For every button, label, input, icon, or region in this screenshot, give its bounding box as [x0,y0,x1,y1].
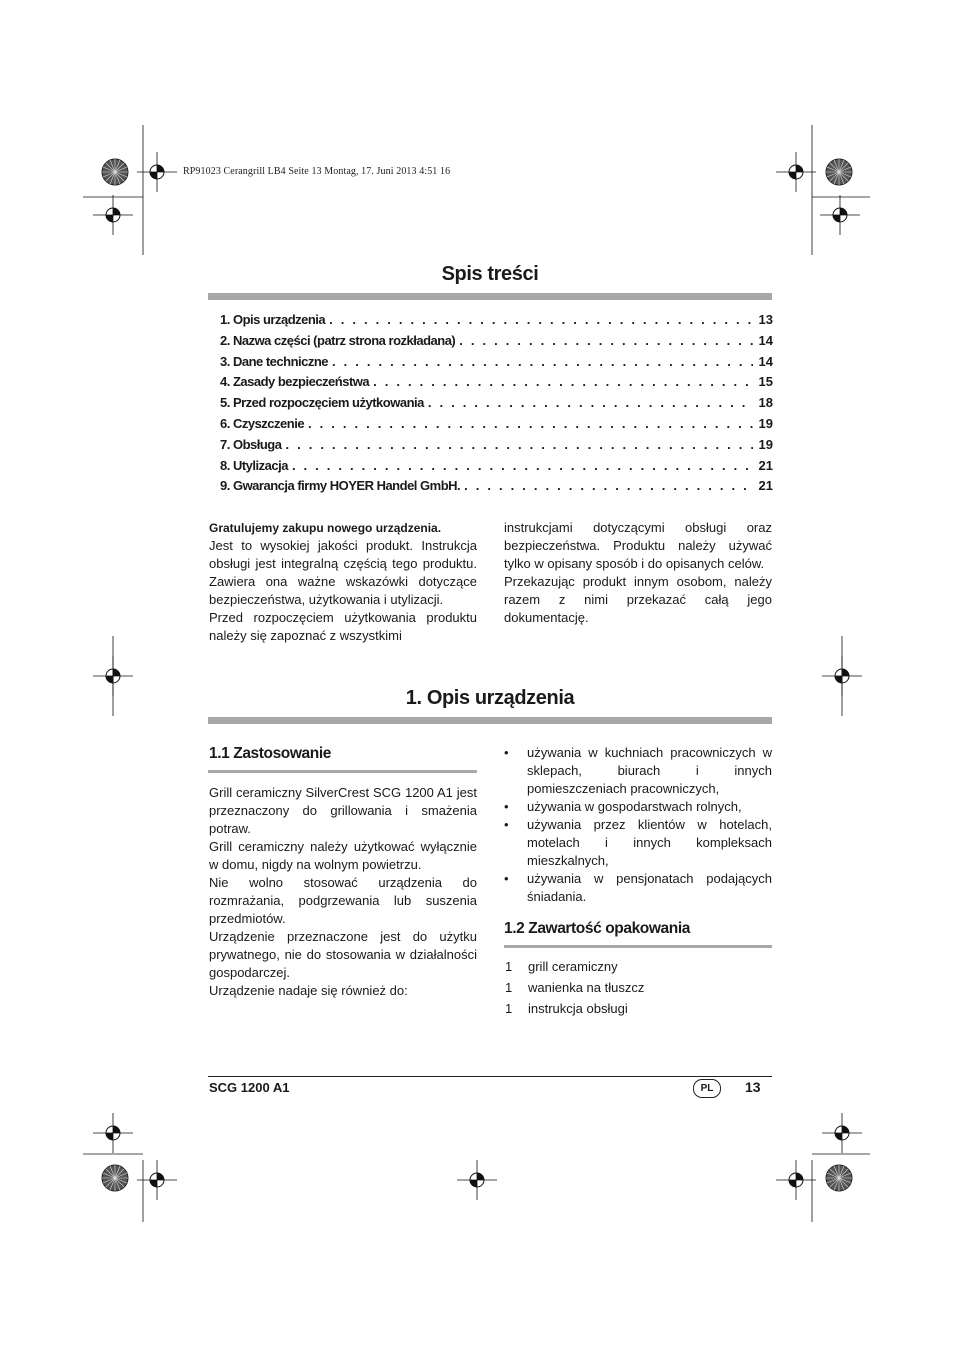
toc-item[interactable]: 7. Obsługa . . . 19 [220,437,773,458]
usage-paragraph: Urządzenie przeznaczone jest do użytku prywatnego, nie do stosowania w działalności gospodarczej. [209,929,477,980]
list-item: 1 grill ceramiczny [505,959,618,974]
toc-item[interactable]: 3. Dane techniczne . . . 14 [220,354,773,375]
section-title: 1. Opis urządzenia [405,687,575,709]
toc-page-number: 19 [758,415,773,431]
toc-page-number: 19 [758,436,773,452]
toc-item[interactable]: 2. Nazwa części (patrz strona rozkładana) . . . 14 [220,333,773,354]
toc-page-number: 18 [758,395,773,411]
usage-paragraph: Grill ceramiczny należy użytkować wyłącznie w domu, nigdy na wolnym powietrzu. [209,839,477,872]
usage-paragraph: Urządzenie nadaje się również do: [209,983,408,998]
toc-page-number: 21 [758,457,773,473]
toc-page-number: 15 [758,374,773,390]
toc-item[interactable]: 6. Czyszczenie . . . 19 [220,416,773,437]
list-item: 1 instrukcja obsługi [505,1001,628,1016]
intro-lead: Gratulujemy zakupu nowego urządzenia. [209,521,442,535]
usage-paragraph: Nie wolno stosować urządzenia do rozmrażania, podgrzewania lub suszenia przedmiotów. [209,875,477,926]
usage-paragraph: Grill ceramiczny SilverCrest SCG 1200 A1 jest przeznaczony do grillowania i smażenia potraw. [209,785,477,836]
toc-page-number: 14 [758,332,773,348]
list-item: • używania w pensjonatach podających śniadania. [504,870,772,906]
list-item: • używania w gospodarstwach rolnych, [504,798,772,816]
toc-item[interactable]: 8. Utylizacja . . . 21 [220,458,773,479]
list-item: • używania w kuchniach pracowniczych w sklepach, biurach i innych pomieszczeniach pracowniczych, [504,744,772,798]
subsection-title: 1.2 Zawartość opakowania [504,920,690,937]
toc-title: Spis treści [441,263,539,285]
intro-paragraph: Jest to wysokiej jakości produkt. Instrukcja obsługi jest integralną częścią tego produktu. Zawiera ona ważne wskazówki dotyczące bezpieczeństwa, użytkowania i utylizacji. [209,538,477,607]
toc-item[interactable]: 4. Zasady bezpieczeństwa . . . 15 [220,374,773,395]
toc-item[interactable]: 1. Opis urządzenia . . . 13 [220,312,773,333]
intro-paragraph: Przekazując produkt innym osobom, należy razem z nimi przekazać całą jego dokumentację. [504,574,772,625]
intro-paragraph: Przed rozpoczęciem użytkowania produktu należy się zapoznać z wszystkimi [209,610,477,643]
list-item: • używania przez klientów w hotelach, motelach i innych kompleksach mieszkalnych, [504,816,772,870]
toc-page-number: 13 [758,312,773,327]
language-badge: PL [693,1079,721,1098]
toc-item[interactable]: 9. Gwarancja firmy HOYER Handel GmbH. . . . 21 [220,478,773,499]
footer-model: SCG 1200 A1 [209,1080,290,1095]
print-header: RP91023 Cerangrill LB4 Seite 13 Montag, 17. Juni 2013 4:51 16 [183,166,451,177]
toc-item[interactable]: 5. Przed rozpoczęciem użytkowania . . . 18 [220,395,773,416]
toc-page-number: 14 [758,353,773,369]
page-number: 13 [745,1079,761,1095]
toc-page-number: 21 [758,478,773,494]
list-item: 1 wanienka na tłuszcz [505,980,645,995]
subsection-title: 1.1 Zastosowanie [209,745,331,762]
intro-paragraph: instrukcjami dotyczącymi obsługi oraz bezpieczeństwa. Produktu należy używać tylko w opisany sposób i do opisanych celów. [504,520,772,571]
